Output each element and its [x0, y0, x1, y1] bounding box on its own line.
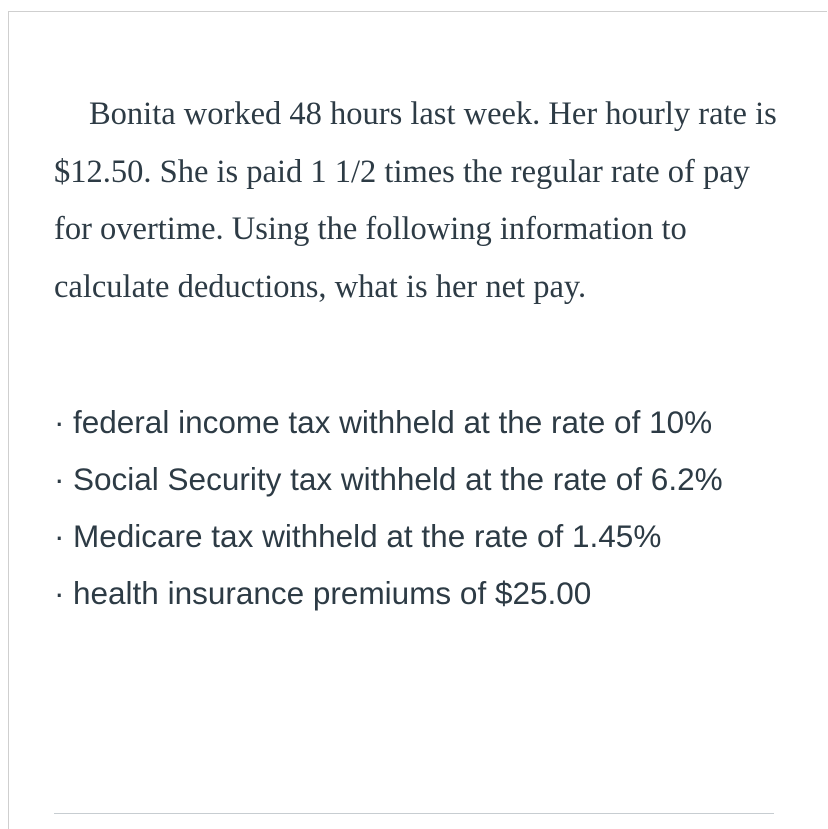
deduction-federal-income-tax: federal income tax withheld at the rate of 10%	[73, 404, 713, 440]
bullet-icon: ·	[54, 461, 65, 497]
deduction-social-security-tax: Social Security tax withheld at the rate of 6.2%	[73, 461, 723, 497]
divider	[54, 813, 774, 814]
deduction-medicare-tax: Medicare tax withheld at the rate of 1.45%	[73, 518, 662, 554]
list-item	[54, 565, 784, 622]
list-item	[54, 394, 784, 451]
list-item	[54, 451, 784, 508]
question-text: Bonita worked 48 hours last week. Her hourly rate is $12.50. She is paid 1 1/2 times the regular rate of pay for overtime. Using the following information to calculate deductions, what is her net pay.	[54, 96, 777, 305]
deduction-list	[54, 394, 784, 622]
bullet-icon: ·	[54, 575, 65, 611]
bullet-icon: ·	[54, 518, 65, 554]
list-item	[54, 508, 784, 565]
deduction-health-insurance: health insurance premiums of $25.00	[73, 575, 592, 611]
bullet-icon: ·	[54, 404, 65, 440]
